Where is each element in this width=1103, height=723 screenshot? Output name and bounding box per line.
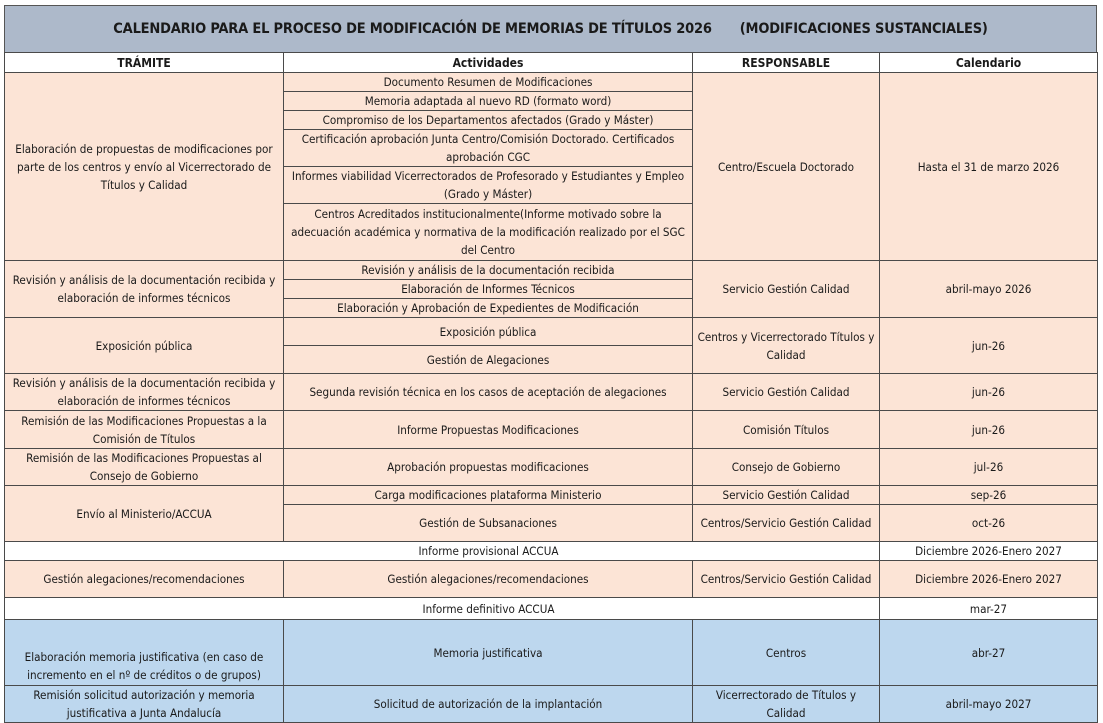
table-row (5, 374, 1098, 411)
actividad-cell: Memoria justificativa (284, 620, 693, 686)
table-row (5, 542, 1098, 561)
responsable-cell: Centro/Escuela Doctorado (693, 73, 880, 261)
actividad-cell: Centros Acreditados institucionalmente(Informe motivado sobre la adecuación académica y normativa de la modificación realizado por el SGC del Centro (284, 204, 693, 261)
milestone-text: Informe definitivo ACCUA (422, 601, 555, 616)
responsable-cell: Centros/Servicio Gestión Calidad (693, 561, 880, 598)
tramite-cell: Revisión y análisis de la documentación recibida y elaboración de informes técnicos (5, 261, 284, 318)
calendario-cell: Diciembre 2026-Enero 2027 (880, 561, 1098, 598)
calendar-table (4, 52, 1098, 723)
responsable-cell: Servicio Gestión Calidad (693, 374, 880, 411)
milestone-text: Informe provisional ACCUA (418, 544, 559, 558)
responsable-cell: Consejo de Gobierno (693, 449, 880, 486)
responsable-cell: Centros/Servicio Gestión Calidad (693, 505, 880, 542)
calendario-cell: abr-27 (880, 620, 1098, 686)
calendario-cell: abril-mayo 2027 (880, 686, 1098, 723)
table-row (5, 486, 1098, 505)
actividad-cell: Memoria adaptada al nuevo RD (formato word) (284, 92, 693, 111)
tramite-cell: Remisión de las Modificaciones Propuestas a la Comisión de Títulos (5, 411, 284, 449)
calendario-cell: oct-26 (880, 505, 1098, 542)
actividad-cell: Gestión de Subsanaciones (284, 505, 693, 542)
actividad-cell: Revisión y análisis de la documentación recibida (284, 261, 693, 280)
title-main: CALENDARIO PARA EL PROCESO DE MODIFICACIÓN DE MEMORIAS DE TÍTULOS 2026 (113, 21, 712, 37)
page-title (4, 5, 1097, 52)
table-row (5, 620, 1098, 686)
actividad-cell: Carga modificaciones plataforma Ministerio (284, 486, 693, 505)
tramite-cell: Exposición pública (5, 318, 284, 374)
actividad-cell: Elaboración de Informes Técnicos (284, 280, 693, 299)
actividad-cell: Gestión de Alegaciones (284, 346, 693, 374)
table-row (5, 411, 1098, 449)
actividad-cell: Segunda revisión técnica en los casos de aceptación de alegaciones (284, 374, 693, 411)
responsable-cell: Comisión Títulos (693, 411, 880, 449)
tramite-cell: Gestión alegaciones/recomendaciones (5, 561, 284, 598)
tramite-cell: Remisión de las Modificaciones Propuestas al Consejo de Gobierno (5, 449, 284, 486)
responsable-cell: Servicio Gestión Calidad (693, 261, 880, 318)
table-row (5, 598, 1098, 620)
responsable-cell: Servicio Gestión Calidad (693, 486, 880, 505)
table-row (5, 561, 1098, 598)
calendar-document (4, 5, 1097, 723)
tramite-cell: Elaboración de propuestas de modificaciones por parte de los centros y envío al Vicerrectorado de Títulos y Calidad (5, 73, 284, 261)
calendario-cell: sep-26 (880, 486, 1098, 505)
column-header-responsable: RESPONSABLE (693, 53, 880, 73)
actividad-cell: Aprobación propuestas modificaciones (284, 449, 693, 486)
calendario-cell: jun-26 (880, 318, 1098, 374)
calendario-cell: jun-26 (880, 374, 1098, 411)
column-header-calendario: Calendario (880, 53, 1098, 73)
calendario-cell: Diciembre 2026-Enero 2027 (880, 542, 1098, 561)
table-row (5, 73, 1098, 92)
responsable-cell: Centros y Vicerrectorado Títulos y Calidad (693, 318, 880, 374)
responsable-cell: Vicerrectorado de Títulos y Calidad (693, 686, 880, 723)
table-header-row (5, 53, 1098, 73)
milestone-cell (5, 598, 880, 620)
actividad-cell: Gestión alegaciones/recomendaciones (284, 561, 693, 598)
calendario-cell: jun-26 (880, 411, 1098, 449)
actividad-cell: Informe Propuestas Modificaciones (284, 411, 693, 449)
table-row (5, 686, 1098, 723)
calendario-cell: jul-26 (880, 449, 1098, 486)
actividad-cell: Compromiso de los Departamentos afectados (Grado y Máster) (284, 111, 693, 130)
calendario-cell: mar-27 (880, 598, 1098, 620)
tramite-text: Elaboración memoria justificativa (en caso de incremento en el nº de créditos o de grupos) (24, 650, 264, 682)
table-row (5, 449, 1098, 486)
tramite-cell: Revisión y análisis de la documentación recibida y elaboración de informes técnicos (5, 374, 284, 411)
table-row (5, 261, 1098, 280)
actividad-cell: Documento Resumen de Modificaciones (284, 73, 693, 92)
actividad-cell: Exposición pública (284, 318, 693, 346)
actividad-cell: Certificación aprobación Junta Centro/Comisión Doctorado. Certificados aprobación CGC (284, 130, 693, 167)
calendario-cell: Hasta el 31 de marzo 2026 (880, 73, 1098, 261)
tramite-cell: Remisión solicitud autorización y memoria justificativa a Junta Andalucía (5, 686, 284, 723)
actividad-cell: Solicitud de autorización de la implantación (284, 686, 693, 723)
calendario-cell: abril-mayo 2026 (880, 261, 1098, 318)
column-header-actividades: Actividades (284, 53, 693, 73)
responsable-cell: Centros (693, 620, 880, 686)
table-row (5, 318, 1098, 346)
actividad-cell: Informes viabilidad Vicerrectorados de Profesorado y Estudiantes y Empleo (Grado y Máster) (284, 167, 693, 204)
title-suffix: (MODIFICACIONES SUSTANCIALES) (739, 21, 988, 37)
tramite-cell: Envío al Ministerio/ACCUA (5, 486, 284, 542)
tramite-cell (5, 620, 284, 686)
column-header-tramite: TRÁMITE (5, 53, 284, 73)
actividad-cell: Elaboración y Aprobación de Expedientes de Modificación (284, 299, 693, 318)
milestone-cell (5, 542, 880, 561)
